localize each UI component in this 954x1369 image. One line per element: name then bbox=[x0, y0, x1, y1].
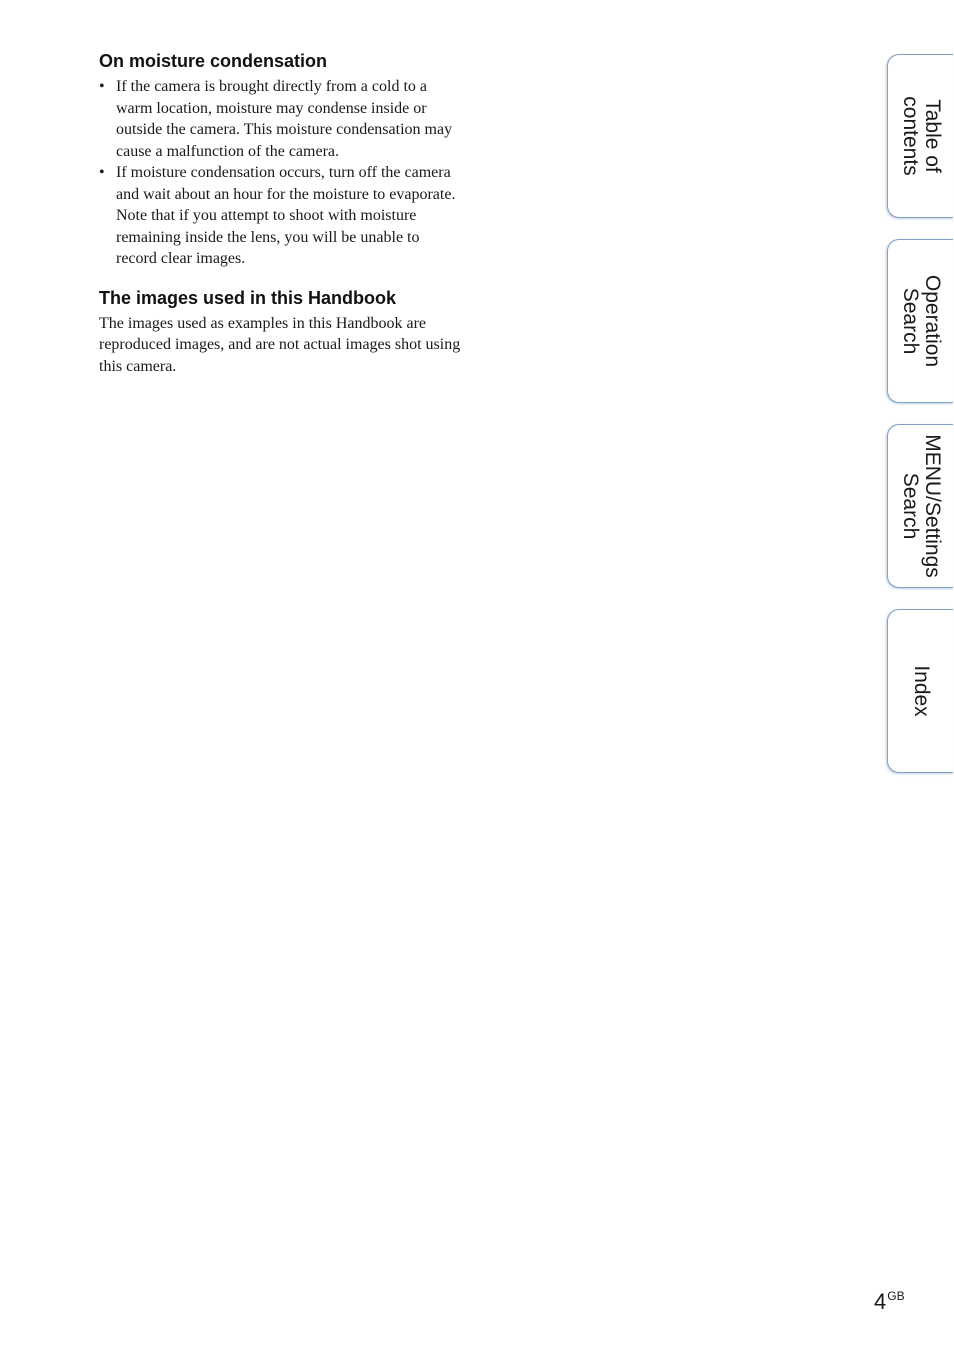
tab-label-line: contents bbox=[898, 96, 922, 176]
images-paragraph: The images used as examples in this Handbook are reproduced images, and are not actual images shot using this camera. bbox=[99, 314, 461, 375]
tab-index[interactable] bbox=[887, 609, 953, 773]
bullet-icon: • bbox=[99, 78, 105, 95]
tab-label-line: Search bbox=[898, 472, 922, 540]
bullet-text: If the camera is brought directly from a cold to a warm location, moisture may condense inside or outside the camera. This moisture condensation may cause a malfunction of the camera. bbox=[116, 78, 453, 160]
page-number-suffix: GB bbox=[887, 1289, 905, 1303]
tab-label-line: Index bbox=[909, 665, 933, 717]
tab-label bbox=[899, 275, 943, 367]
tab-label bbox=[899, 434, 943, 578]
bullet-icon: • bbox=[99, 164, 105, 181]
page-number bbox=[874, 1289, 905, 1315]
list-item bbox=[99, 162, 461, 270]
tab-label bbox=[899, 96, 943, 175]
section-heading-moisture: On moisture condensation bbox=[99, 51, 328, 71]
tab-label-line: Operation bbox=[920, 274, 944, 368]
tab-label bbox=[910, 665, 932, 716]
tab-table-of-contents[interactable] bbox=[887, 54, 953, 218]
tab-label-line: MENU/Settings bbox=[920, 434, 944, 578]
main-content bbox=[99, 50, 461, 377]
section-heading-images: The images used in this Handbook bbox=[99, 287, 397, 308]
tab-menu-settings-search[interactable] bbox=[887, 424, 953, 588]
tab-operation-search[interactable] bbox=[887, 239, 953, 403]
tab-label-line: Search bbox=[898, 287, 922, 355]
bullet-text: If moisture condensation occurs, turn off the camera and wait about an hour for the moisture to evaporate. Note that if you attempt to shoot with moisture remaining inside the lens, you will be unable to record clear images. bbox=[116, 164, 456, 267]
list-item bbox=[99, 76, 461, 162]
moisture-bullet-list bbox=[99, 76, 461, 270]
tab-label-line: Table of bbox=[920, 99, 944, 173]
page-number-value: 4 bbox=[874, 1289, 887, 1314]
